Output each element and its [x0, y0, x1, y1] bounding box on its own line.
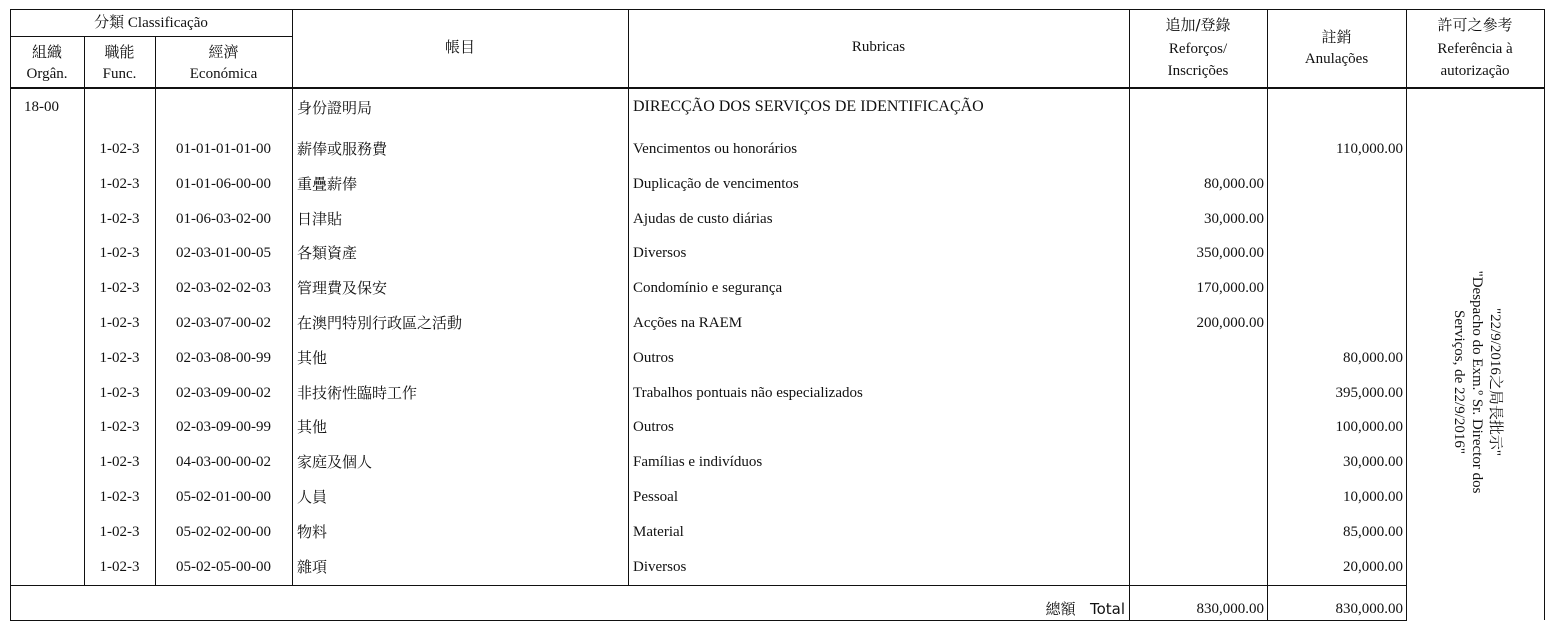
row-account-cn: 薪俸或服務費 — [297, 140, 388, 158]
row-anulacao: 80,000.00 — [1343, 350, 1403, 366]
row-rubrica-pt: Pessoal — [633, 489, 678, 505]
row-anulacao: 85,000.00 — [1343, 524, 1403, 540]
total-label: 總額 Total — [1045, 600, 1125, 618]
row-func: 1-02-3 — [99, 315, 140, 331]
row-anulacao: 30,000.00 — [1343, 454, 1403, 470]
total-divider — [10, 585, 1407, 586]
row-func: 1-02-3 — [99, 211, 140, 227]
classification-subheader-line — [10, 36, 292, 37]
row-func: 1-02-3 — [99, 524, 140, 540]
row-rubrica-pt: Outros — [633, 419, 674, 435]
header-cancel-cn: 註銷 — [1321, 28, 1352, 46]
table-border-bottom — [10, 620, 1407, 621]
header-divider — [10, 87, 1544, 89]
header-organ-cn: 組織 — [31, 43, 62, 61]
header-ref-cn: 許可之參考 — [1437, 16, 1513, 34]
row-account-cn: 在澳門特別行政區之活動 — [297, 314, 463, 332]
row-econ: 02-03-07-00-02 — [176, 315, 271, 331]
organ-code: 18-00 — [24, 99, 59, 115]
row-rubrica-pt: Diversos — [633, 245, 687, 261]
row-econ: 02-03-02-02-03 — [176, 280, 271, 296]
table-border-right — [1544, 9, 1545, 620]
row-func: 1-02-3 — [99, 419, 140, 435]
header-ref-pt1: Referência à — [1437, 41, 1513, 57]
header-reinforce-pt1: Reforços/ — [1168, 41, 1228, 57]
row-anulacao: 110,000.00 — [1336, 141, 1403, 157]
header-func-pt: Func. — [102, 66, 137, 82]
row-account-cn: 其他 — [297, 418, 328, 436]
row-account-cn: 非技術性臨時工作 — [297, 384, 418, 402]
header-organ-pt: Orgân. — [26, 66, 68, 82]
row-account-cn: 日津貼 — [297, 210, 343, 228]
row-econ: 02-03-09-00-02 — [176, 385, 271, 401]
row-func: 1-02-3 — [99, 280, 140, 296]
row-econ: 05-02-01-00-00 — [176, 489, 271, 505]
organ-name-pt: DIRECÇÃO DOS SERVIÇOS DE IDENTIFICAÇÃO — [633, 98, 984, 115]
row-anulacao: 100,000.00 — [1335, 419, 1403, 435]
row-econ: 04-03-00-00-02 — [176, 454, 271, 470]
row-econ: 05-02-05-00-00 — [176, 559, 271, 575]
header-rubricas: Rubricas — [851, 39, 906, 55]
row-reforco: 170,000.00 — [1196, 280, 1264, 296]
header-econ-cn: 經濟 — [208, 43, 239, 61]
total-reforcos: 830,000.00 — [1196, 601, 1264, 617]
row-rubrica-pt: Outros — [633, 350, 674, 366]
table-border-top — [10, 9, 1544, 10]
row-account-cn: 管理費及保安 — [297, 279, 388, 297]
row-rubrica-pt: Condomínio e segurança — [633, 280, 783, 296]
row-anulacao: 10,000.00 — [1343, 489, 1403, 505]
row-econ: 02-03-09-00-99 — [176, 419, 271, 435]
header-econ-pt: Económica — [189, 66, 258, 82]
row-rubrica-pt: Trabalhos pontuais não especializados — [633, 385, 863, 401]
total-anulacoes: 830,000.00 — [1335, 601, 1403, 617]
row-account-cn: 重疊薪俸 — [297, 175, 358, 193]
row-func: 1-02-3 — [99, 454, 140, 470]
row-account-cn: 人員 — [297, 488, 328, 506]
col-line-anulacoes — [1267, 9, 1268, 620]
header-func-cn: 職能 — [104, 43, 135, 61]
header-classification: 分類 Classificação — [94, 15, 208, 31]
row-rubrica-pt: Duplicação de vencimentos — [633, 176, 799, 192]
row-reforco: 80,000.00 — [1204, 176, 1264, 192]
row-rubrica-pt: Material — [633, 524, 684, 540]
row-econ: 02-03-01-00-05 — [176, 245, 271, 261]
header-reinforce-pt2: Inscrições — [1167, 63, 1229, 79]
authorization-line3: Serviços, de 22/9/2016" — [1451, 309, 1467, 455]
row-account-cn: 雜項 — [297, 558, 328, 576]
row-rubrica-pt: Diversos — [633, 559, 687, 575]
row-func: 1-02-3 — [99, 350, 140, 366]
row-reforco: 350,000.00 — [1196, 245, 1264, 261]
row-econ: 01-06-03-02-00 — [176, 211, 271, 227]
row-reforco: 30,000.00 — [1204, 211, 1264, 227]
row-anulacao: 20,000.00 — [1343, 559, 1403, 575]
row-econ: 01-01-01-01-00 — [176, 141, 271, 157]
header-reinforce-cn: 追加/登錄 — [1165, 16, 1231, 34]
header-ref-pt2: autorização — [1440, 63, 1510, 79]
header-cancel-pt: Anulações — [1304, 51, 1369, 67]
authorization-line2: "Despacho do Exm.º Sr. Director dos — [1469, 270, 1485, 494]
row-account-cn: 其他 — [297, 349, 328, 367]
col-line-ref — [1406, 9, 1407, 620]
row-func: 1-02-3 — [99, 141, 140, 157]
row-func: 1-02-3 — [99, 559, 140, 575]
row-anulacao: 395,000.00 — [1335, 385, 1403, 401]
row-func: 1-02-3 — [99, 385, 140, 401]
row-econ: 01-01-06-00-00 — [176, 176, 271, 192]
row-reforco: 200,000.00 — [1196, 315, 1264, 331]
row-rubrica-pt: Acções na RAEM — [633, 315, 743, 331]
row-func: 1-02-3 — [99, 489, 140, 505]
col-line-pt — [628, 9, 629, 585]
row-func: 1-02-3 — [99, 245, 140, 261]
row-rubrica-pt: Famílias e indivíduos — [633, 454, 763, 470]
col-line-cn — [292, 9, 293, 585]
header-account-cn: 帳目 — [444, 38, 475, 56]
row-rubrica-pt: Vencimentos ou honorários — [633, 141, 798, 157]
row-rubrica-pt: Ajudas de custo diárias — [633, 211, 773, 227]
row-func: 1-02-3 — [99, 176, 140, 192]
row-account-cn: 家庭及個人 — [297, 453, 373, 471]
organ-name-cn: 身份證明局 — [297, 99, 373, 117]
col-line-reforcos — [1129, 9, 1130, 620]
row-econ: 02-03-08-00-99 — [176, 350, 271, 366]
row-econ: 05-02-02-00-00 — [176, 524, 271, 540]
row-account-cn: 物料 — [297, 523, 328, 541]
row-account-cn: 各類資產 — [297, 244, 358, 262]
table-border-left — [10, 9, 11, 620]
authorization-line1: "22/9/2016之局長批示" — [1487, 307, 1503, 457]
